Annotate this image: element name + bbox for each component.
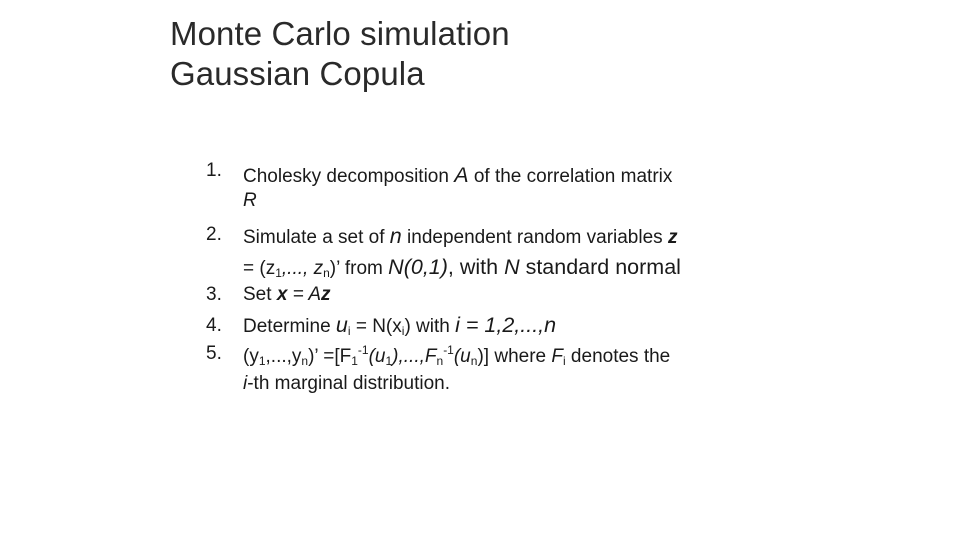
math-n: n xyxy=(389,224,402,248)
step-3 xyxy=(206,279,786,310)
subscript: n xyxy=(301,354,309,368)
text: , with xyxy=(447,255,505,279)
step-2 xyxy=(206,221,786,279)
text: = (z xyxy=(243,258,276,279)
step-5-line-2 xyxy=(243,373,786,395)
text: Determine xyxy=(243,316,336,337)
step-4-line xyxy=(243,310,786,342)
subscript: i xyxy=(562,354,566,368)
text: -th marginal distribution. xyxy=(247,373,450,394)
subscript: i xyxy=(347,324,351,338)
step-1 xyxy=(206,160,786,221)
step-3-line xyxy=(243,279,786,310)
math-f: F xyxy=(551,346,563,367)
math-n-dist: N xyxy=(504,255,520,279)
title-line-1: Monte Carlo simulation xyxy=(170,15,510,52)
math: (u xyxy=(453,346,471,367)
steps-list xyxy=(206,160,786,401)
step-5 xyxy=(206,341,786,401)
math-normal: N(0,1) xyxy=(388,255,448,279)
math: = A xyxy=(287,284,322,305)
step-5-line-1 xyxy=(243,341,786,373)
slide-title xyxy=(170,14,870,94)
superscript: -1 xyxy=(443,343,454,357)
math-x: x xyxy=(276,284,288,305)
math-a: A xyxy=(454,163,469,187)
math-i: i xyxy=(243,373,248,394)
text: denotes the xyxy=(565,346,671,367)
subscript: i xyxy=(401,324,405,338)
step-number: 3. xyxy=(206,284,222,305)
step-number: 1. xyxy=(206,160,222,181)
text: = N(x xyxy=(350,316,402,337)
subscript: n xyxy=(436,354,444,368)
title-line-2: Gaussian Copula xyxy=(170,55,425,92)
text: Set xyxy=(243,284,277,305)
text: Cholesky decomposition xyxy=(243,166,455,187)
subscript: 1 xyxy=(258,354,266,368)
math-z: z xyxy=(321,284,331,305)
math-index: i = 1,2,...,n xyxy=(455,313,557,337)
step-number: 5. xyxy=(206,343,222,364)
text: ) with xyxy=(404,316,456,337)
subscript: n xyxy=(470,354,478,368)
subscript: n xyxy=(323,266,330,280)
math: (u xyxy=(368,346,386,367)
text: )’ from xyxy=(329,258,389,279)
step-number: 4. xyxy=(206,315,222,336)
step-4 xyxy=(206,310,786,341)
math-z: z xyxy=(667,227,678,248)
text: independent random variables xyxy=(401,227,668,248)
math-u: u xyxy=(335,313,348,337)
text: where xyxy=(489,346,552,367)
step-number: 2. xyxy=(206,224,222,245)
text: (y xyxy=(243,346,259,367)
text: ,...,y xyxy=(265,346,302,367)
step-2-line-1 xyxy=(243,221,786,253)
text: Simulate a set of xyxy=(243,227,390,248)
subscript: 1 xyxy=(351,354,358,368)
math-r: R xyxy=(243,190,257,211)
subscript: 1 xyxy=(385,354,393,368)
text: standard normal xyxy=(519,255,681,279)
text: of the correlation matrix xyxy=(468,166,673,187)
math: ),...,F xyxy=(392,346,437,367)
subscript: 1 xyxy=(275,266,282,280)
math: ,..., z xyxy=(281,258,324,279)
superscript: -1 xyxy=(357,343,369,357)
text: )] xyxy=(477,346,490,367)
text: )’ =[F xyxy=(308,346,352,367)
